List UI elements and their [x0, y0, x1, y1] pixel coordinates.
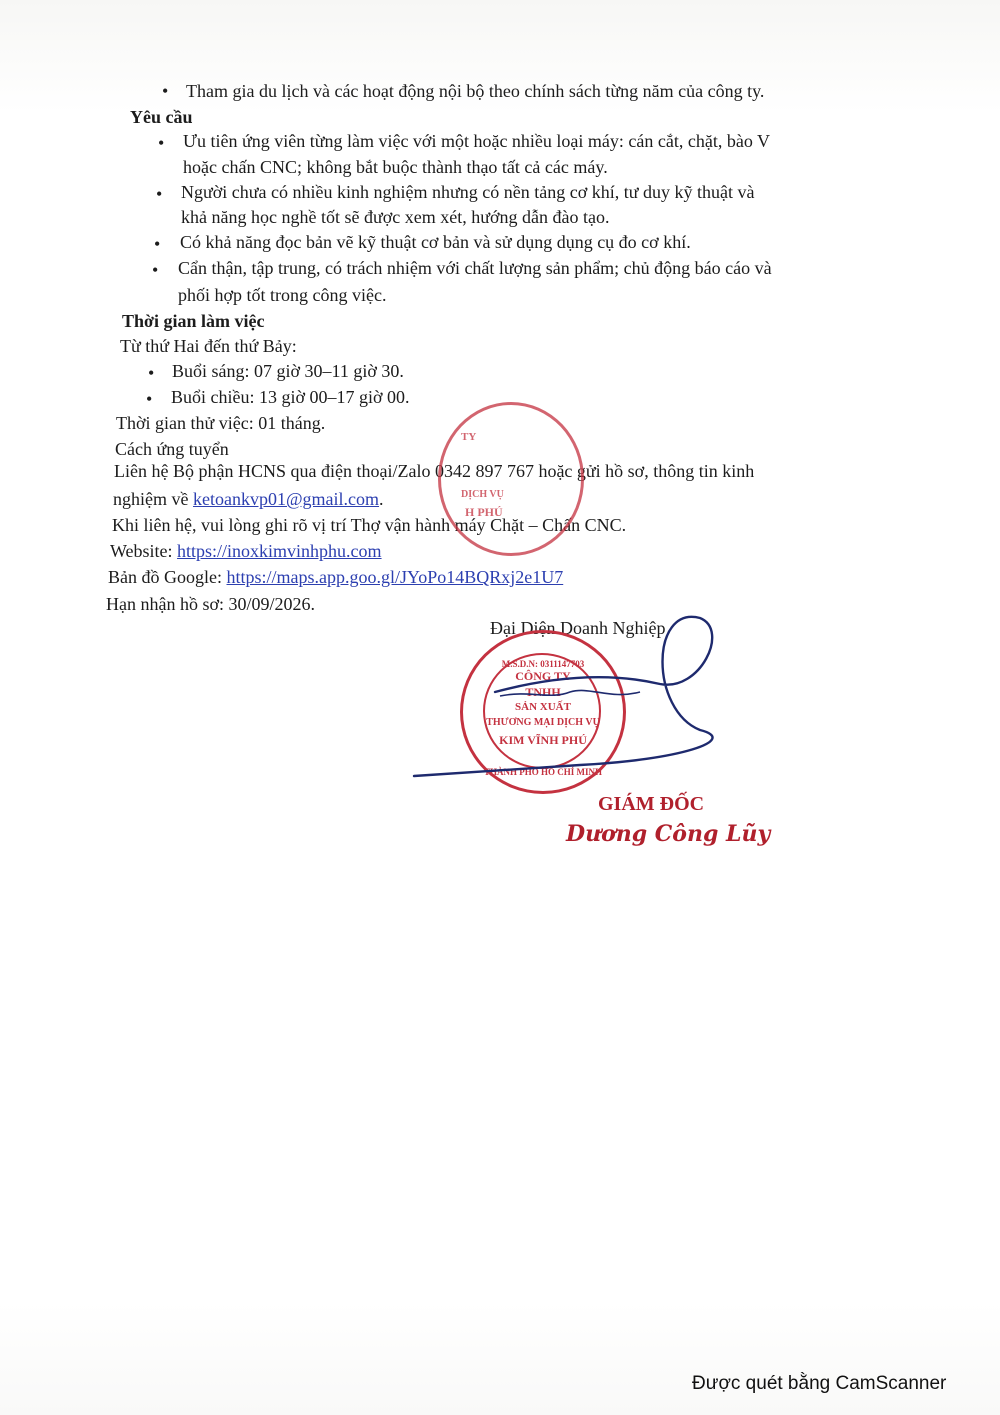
- stamp-company-1: CÔNG TY: [515, 669, 571, 683]
- bullet-icon: •: [158, 133, 165, 153]
- bullet-icon: •: [156, 184, 163, 204]
- requirement-item-cont: phối hợp tốt trong công việc.: [178, 285, 387, 305]
- bullet-icon: •: [152, 260, 159, 280]
- requirement-item: Ưu tiên ứng viên từng làm việc với một hoặc nhiều loại máy: cán cắt, chặt, bào V: [183, 131, 771, 151]
- stamp-company-2: TNHH: [525, 685, 561, 699]
- stamp-company-5: KIM VĨNH PHÚ: [499, 733, 587, 747]
- apply-heading: Cách ứng tuyển: [115, 439, 229, 459]
- contact-line-2: [113, 488, 384, 510]
- bullet-icon: •: [162, 81, 169, 101]
- company-stamp-small: [438, 402, 584, 556]
- stamp-company-3: SẢN XUẤT: [515, 701, 571, 713]
- stamp-fragment: DỊCH VỤ: [461, 489, 504, 500]
- working-days: Từ thứ Hai đến thứ Bảy:: [120, 336, 297, 356]
- website-label: Website:: [110, 541, 178, 561]
- stamp-fragment: H PHÚ: [465, 505, 503, 519]
- requirement-item: Có khả năng đọc bản vẽ kỹ thuật cơ bản và sử dụng dụng cụ đo cơ khí.: [180, 232, 691, 252]
- morning-hours: Buổi sáng: 07 giờ 30–11 giờ 30.: [172, 361, 404, 381]
- requirement-item: Cẩn thận, tập trung, có trách nhiệm với chất lượng sản phẩm; chủ động báo cáo và: [178, 258, 772, 278]
- map-label: Bản đồ Google:: [108, 567, 227, 587]
- signature-scribble: [400, 600, 760, 800]
- deadline: Hạn nhận hồ sơ: 30/09/2026.: [106, 594, 316, 614]
- contact-prefix: nghiệm về: [113, 489, 193, 509]
- requirement-item-cont: khả năng học nghề tốt sẽ được xem xét, hướng dẫn đào tạo.: [181, 207, 610, 227]
- director-name: Dương Công Lũy: [566, 821, 771, 847]
- requirement-item: Người chưa có nhiều kinh nghiệm nhưng có nền tảng cơ khí, tư duy kỹ thuật và: [181, 182, 755, 202]
- bullet-icon: •: [154, 234, 161, 254]
- map-link[interactable]: https://maps.app.goo.gl/JYoPo14BQRxj2e1U7: [226, 567, 564, 587]
- stamp-company-4: THƯƠNG MẠI DỊCH VỤ: [486, 717, 600, 728]
- email-link[interactable]: ketoankvp01@gmail.com: [192, 489, 380, 509]
- representative-label: Đại Diện Doanh Nghiệp: [490, 618, 666, 638]
- working-time-heading: Thời gian làm việc: [122, 311, 265, 331]
- stamp-code: M.S.D.N: 0311147703: [501, 659, 585, 669]
- requirement-item-cont: hoặc chấn CNC; không bắt buộc thành thạo tất cả các máy.: [183, 157, 608, 177]
- map-line: [108, 566, 563, 588]
- requirements-heading: Yêu cầu: [130, 107, 193, 127]
- probation-period: Thời gian thử việc: 01 tháng.: [116, 413, 326, 433]
- contact-line-1: Liên hệ Bộ phận HCNS qua điện thoại/Zalo 0342 897 767 hoặc gửi hồ sơ, thông tin kinh: [114, 461, 755, 481]
- website-line: [110, 540, 382, 562]
- stamp-fragment: TY: [461, 431, 477, 443]
- director-title: GIÁM ĐỐC: [598, 793, 705, 815]
- website-link[interactable]: https://inoxkimvinhphu.com: [177, 541, 382, 561]
- contact-suffix: .: [379, 489, 384, 509]
- stamp-city: THÀNH PHỐ HỒ CHÍ MINH: [483, 767, 602, 777]
- bullet-icon: •: [146, 389, 153, 409]
- scanner-footer: Được quét bằng CamScanner: [692, 1373, 947, 1394]
- afternoon-hours: Buổi chiều: 13 giờ 00–17 giờ 00.: [171, 387, 410, 407]
- benefit-item: Tham gia du lịch và các hoạt động nội bộ theo chính sách từng năm của công ty.: [186, 81, 765, 101]
- contact-note: Khi liên hệ, vui lòng ghi rõ vị trí Thợ vận hành máy Chặt – Chấn CNC.: [112, 515, 627, 535]
- bullet-icon: •: [148, 363, 155, 383]
